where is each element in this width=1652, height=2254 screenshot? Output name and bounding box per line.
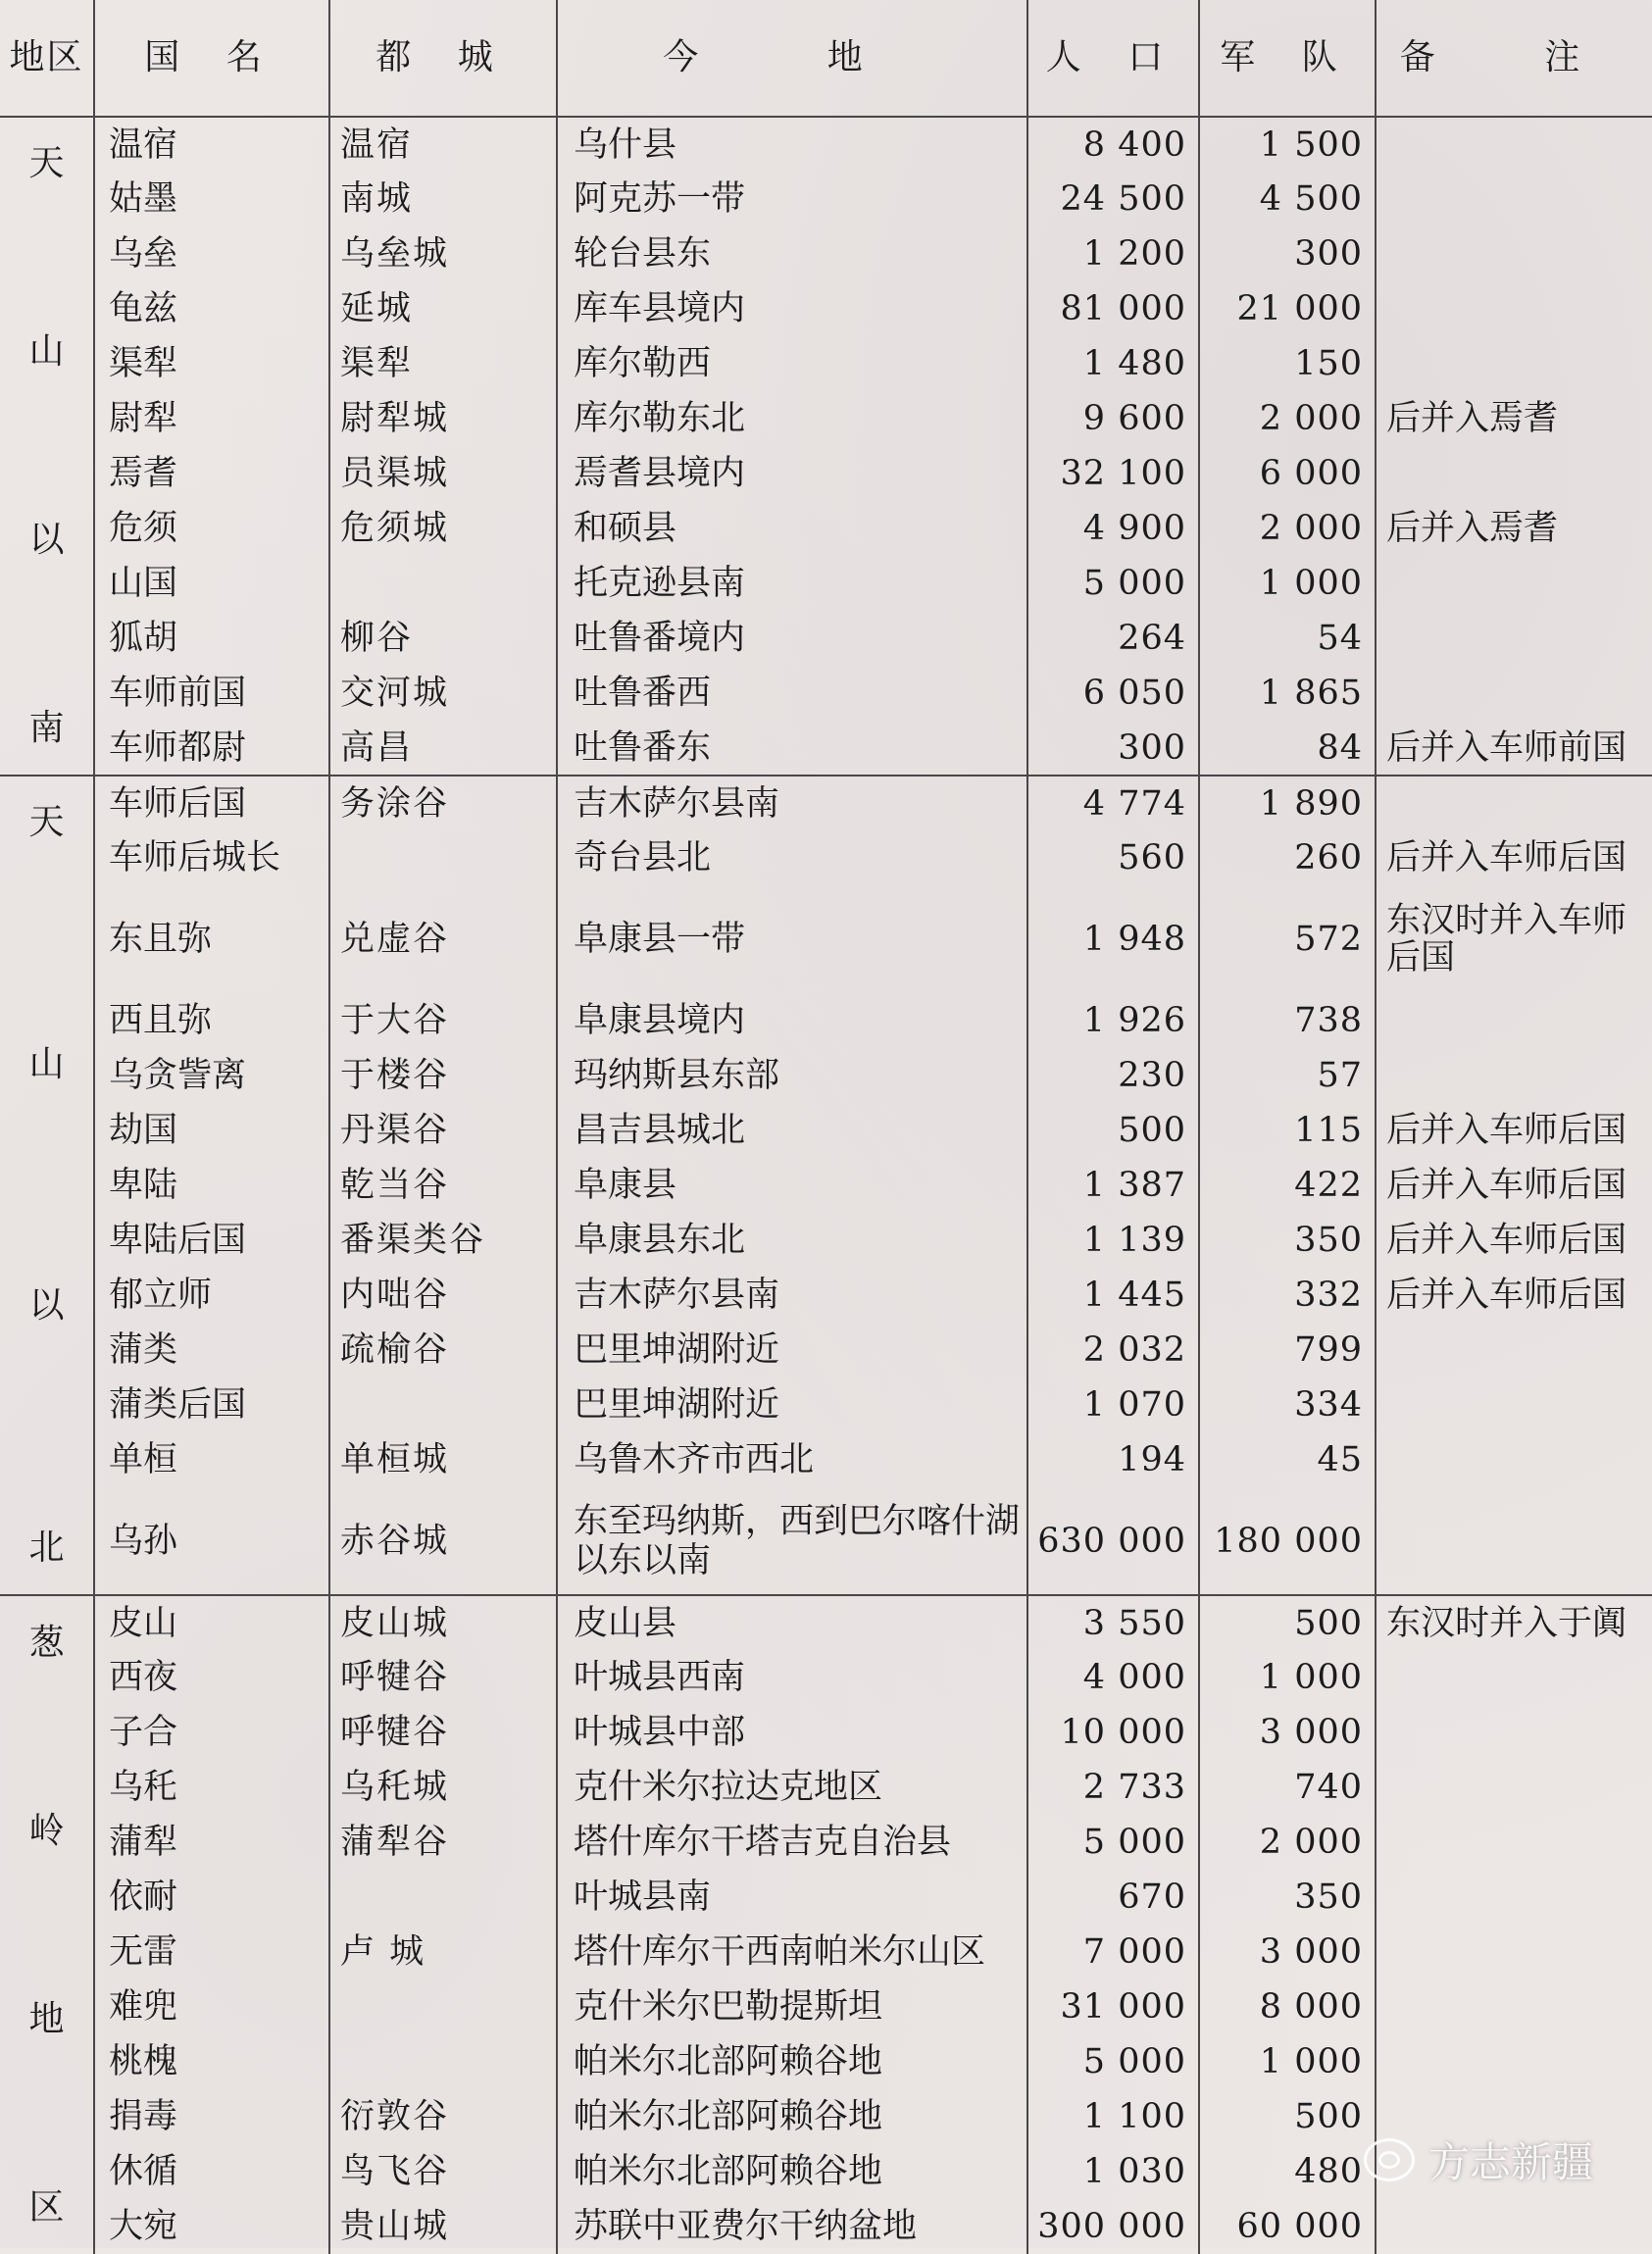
country-name-cell: 依耐 xyxy=(94,1870,329,1925)
region-char: 区 xyxy=(28,2186,65,2228)
capital-city-cell xyxy=(329,556,557,611)
table-row xyxy=(0,993,1652,1048)
capital-city-cell: 呼犍谷 xyxy=(329,1705,557,1760)
region-char: 天 xyxy=(28,802,65,842)
region-char: 南 xyxy=(28,708,65,748)
capital-city-cell: 务涂谷 xyxy=(329,776,557,830)
capital-city-cell xyxy=(329,2034,557,2089)
note-cell xyxy=(1376,1760,1652,1815)
army-size-cell: 1 890 xyxy=(1199,776,1376,830)
army-size-cell: 3 000 xyxy=(1199,1925,1376,1979)
population-cell: 630 000 xyxy=(1027,1487,1199,1595)
table-row xyxy=(0,611,1652,666)
army-size-cell: 1 000 xyxy=(1199,556,1376,611)
modern-location-cell: 吐鲁番境内 xyxy=(557,611,1027,666)
table-row xyxy=(0,1323,1652,1377)
capital-city-cell: 乾当谷 xyxy=(329,1158,557,1213)
modern-location-cell: 叶城县中部 xyxy=(557,1705,1027,1760)
army-size-cell: 8 000 xyxy=(1199,1979,1376,2034)
watermark-text: 方志新疆 xyxy=(1427,2138,1593,2186)
population-cell: 7 000 xyxy=(1027,1925,1199,1979)
note-cell xyxy=(1376,1650,1652,1705)
country-name-cell: 子合 xyxy=(94,1705,329,1760)
note-cell: 后并入车师前国 xyxy=(1386,727,1627,768)
population-cell: 1 070 xyxy=(1027,1377,1199,1432)
note-cell xyxy=(1376,1705,1652,1760)
army-size-cell: 738 xyxy=(1199,993,1376,1048)
capital-city-cell: 危须城 xyxy=(329,501,557,556)
modern-location-cell: 焉耆县境内 xyxy=(557,446,1027,501)
note-cell xyxy=(1376,1815,1652,1870)
table-row xyxy=(0,1815,1652,1870)
country-name-cell: 尉犁 xyxy=(94,391,329,446)
capital-city-cell: 衍敦谷 xyxy=(329,2089,557,2144)
population-cell: 500 xyxy=(1027,1103,1199,1158)
population-cell: 24 500 xyxy=(1027,172,1199,226)
capital-city-cell: 贵山城 xyxy=(329,2199,557,2254)
table-row xyxy=(0,1103,1652,1158)
population-cell: 81 000 xyxy=(1027,281,1199,336)
modern-location-cell: 阜康县境内 xyxy=(557,993,1027,1048)
note-cell: 后并入车师后国 xyxy=(1386,1166,1627,1205)
army-size-cell: 2 000 xyxy=(1199,391,1376,446)
population-cell: 264 xyxy=(1027,611,1199,666)
country-name-cell: 皮山 xyxy=(94,1595,329,1650)
modern-location-cell: 玛纳斯县东部 xyxy=(557,1048,1027,1103)
army-size-cell: 4 500 xyxy=(1199,172,1376,226)
table-header xyxy=(0,0,1652,117)
table-row xyxy=(0,1213,1652,1268)
country-name-cell: 难兜 xyxy=(94,1979,329,2034)
country-name-cell: 渠犁 xyxy=(94,336,329,391)
table-row xyxy=(0,1048,1652,1103)
note-cell xyxy=(1376,1870,1652,1925)
table-row xyxy=(0,1432,1652,1487)
capital-city-cell xyxy=(329,1870,557,1925)
table-row xyxy=(0,721,1652,776)
population-cell: 1 948 xyxy=(1027,885,1199,993)
modern-location-cell: 和硕县 xyxy=(557,501,1027,556)
army-size-cell: 1 000 xyxy=(1199,2034,1376,2089)
note-cell xyxy=(1376,1925,1652,1979)
modern-location-cell: 巴里坤湖附近 xyxy=(557,1377,1027,1432)
army-size-cell: 2 000 xyxy=(1199,1815,1376,1870)
country-name-cell: 山国 xyxy=(94,556,329,611)
table-row xyxy=(0,1650,1652,1705)
modern-location-cell: 巴里坤湖附近 xyxy=(557,1323,1027,1377)
region-label xyxy=(0,1616,93,2235)
capital-city-cell: 交河城 xyxy=(329,666,557,721)
population-cell: 670 xyxy=(1027,1870,1199,1925)
country-name-cell: 乌垒 xyxy=(94,226,329,281)
population-cell: 4 900 xyxy=(1027,501,1199,556)
country-name-cell: 大宛 xyxy=(94,2199,329,2254)
modern-location-cell: 克什米尔拉达克地区 xyxy=(557,1760,1027,1815)
table-row xyxy=(0,2034,1652,2089)
country-name-cell: 焉耆 xyxy=(94,446,329,501)
country-name-cell: 卑陆 xyxy=(94,1158,329,1213)
army-size-cell: 1 000 xyxy=(1199,1650,1376,1705)
army-size-cell: 150 xyxy=(1199,336,1376,391)
capital-city-cell xyxy=(329,830,557,885)
army-size-cell: 6 000 xyxy=(1199,446,1376,501)
population-cell: 300 xyxy=(1027,721,1199,776)
capital-city-cell: 于大谷 xyxy=(329,993,557,1048)
modern-location-cell: 乌鲁木齐市西北 xyxy=(557,1432,1027,1487)
region-char: 北 xyxy=(28,1527,65,1568)
country-name-cell: 姑墨 xyxy=(94,172,329,226)
watermark xyxy=(1364,2130,1593,2189)
modern-location-cell: 吉木萨尔县南 xyxy=(557,776,1027,830)
region-char: 葱 xyxy=(28,1622,65,1663)
army-size-cell: 1 865 xyxy=(1199,666,1376,721)
population-cell: 3 550 xyxy=(1027,1595,1199,1650)
modern-location-cell: 皮山县 xyxy=(557,1595,1027,1650)
population-cell: 1 100 xyxy=(1027,2089,1199,2144)
army-size-cell: 740 xyxy=(1199,1760,1376,1815)
population-cell: 1 139 xyxy=(1027,1213,1199,1268)
modern-location-cell: 乌什县 xyxy=(557,117,1027,172)
army-size-cell: 572 xyxy=(1199,885,1376,993)
modern-location-cell: 阜康县 xyxy=(557,1158,1027,1213)
army-size-cell: 260 xyxy=(1199,830,1376,885)
capital-city-cell: 员渠城 xyxy=(329,446,557,501)
capital-city-cell xyxy=(329,1979,557,2034)
note-cell xyxy=(1376,2034,1652,2089)
note-cell: 东汉时并入车师后国 xyxy=(1386,901,1627,977)
modern-location-cell: 轮台县东 xyxy=(557,226,1027,281)
table-row xyxy=(0,1870,1652,1925)
army-size-cell: 1 500 xyxy=(1199,117,1376,172)
note-cell: 后并入车师后国 xyxy=(1386,1221,1627,1260)
modern-location-cell: 塔什库尔干西南帕米尔山区 xyxy=(557,1925,1027,1979)
population-cell: 1 480 xyxy=(1027,336,1199,391)
note-cell xyxy=(1376,1377,1652,1432)
note-cell xyxy=(1376,226,1652,281)
region-char: 山 xyxy=(28,1043,65,1084)
table-row xyxy=(0,336,1652,391)
army-size-cell: 2 000 xyxy=(1199,501,1376,556)
army-size-cell: 332 xyxy=(1199,1268,1376,1323)
region-char: 岭 xyxy=(28,1810,65,1851)
modern-location-cell: 帕米尔北部阿赖谷地 xyxy=(557,2034,1027,2089)
population-cell: 1 030 xyxy=(1027,2144,1199,2199)
region-char: 地 xyxy=(28,1998,65,2039)
modern-location-cell: 昌吉县城北 xyxy=(557,1103,1027,1158)
capital-city-cell: 疏榆谷 xyxy=(329,1323,557,1377)
table-row xyxy=(0,1925,1652,1979)
region-cell xyxy=(0,1595,94,2254)
modern-location-cell: 叶城县南 xyxy=(557,1870,1027,1925)
army-size-cell: 3 000 xyxy=(1199,1705,1376,1760)
table-row xyxy=(0,1595,1652,1650)
population-cell: 5 000 xyxy=(1027,2034,1199,2089)
capital-city-cell: 柳谷 xyxy=(329,611,557,666)
modern-location-cell: 吐鲁番东 xyxy=(557,721,1027,776)
region-cell xyxy=(0,776,94,1595)
population-cell: 1 200 xyxy=(1027,226,1199,281)
note-cell xyxy=(1376,666,1652,721)
header-region: 地区 xyxy=(0,0,94,117)
capital-city-cell: 乌垒城 xyxy=(329,226,557,281)
country-name-cell: 乌贪訾离 xyxy=(94,1048,329,1103)
capital-city-cell: 南城 xyxy=(329,172,557,226)
modern-location-cell: 东至玛纳斯，西到巴尔喀什湖以东以南 xyxy=(557,1487,1027,1595)
country-name-cell: 卑陆后国 xyxy=(94,1213,329,1268)
table-row xyxy=(0,1158,1652,1213)
capital-city-cell: 皮山城 xyxy=(329,1595,557,1650)
note-cell xyxy=(1376,1048,1652,1103)
country-name-cell: 蒲类后国 xyxy=(94,1377,329,1432)
modern-location-cell: 帕米尔北部阿赖谷地 xyxy=(557,2089,1027,2144)
country-name-cell: 温宿 xyxy=(94,117,329,172)
region-char: 山 xyxy=(28,331,65,372)
note-cell xyxy=(1376,2199,1652,2254)
note-cell xyxy=(1376,336,1652,391)
army-size-cell: 350 xyxy=(1199,1213,1376,1268)
modern-location-cell: 库尔勒东北 xyxy=(557,391,1027,446)
modern-location-cell: 苏联中亚费尔干纳盆地 xyxy=(557,2199,1027,2254)
capital-city-cell: 呼犍谷 xyxy=(329,1650,557,1705)
population-cell: 8 400 xyxy=(1027,117,1199,172)
note-cell xyxy=(1376,993,1652,1048)
country-name-cell: 蒲犁 xyxy=(94,1815,329,1870)
country-name-cell: 乌孙 xyxy=(94,1487,329,1595)
country-name-cell: 车师都尉 xyxy=(94,721,329,776)
note-cell xyxy=(1376,611,1652,666)
note-cell: 后并入焉耆 xyxy=(1386,399,1559,438)
table-row xyxy=(0,776,1652,830)
army-size-cell: 115 xyxy=(1199,1103,1376,1158)
note-cell xyxy=(1376,1979,1652,2034)
modern-location-cell: 库车县境内 xyxy=(557,281,1027,336)
country-name-cell: 龟兹 xyxy=(94,281,329,336)
army-size-cell: 350 xyxy=(1199,1870,1376,1925)
capital-city-cell: 于楼谷 xyxy=(329,1048,557,1103)
population-cell: 300 000 xyxy=(1027,2199,1199,2254)
note-cell xyxy=(1376,1432,1652,1487)
army-size-cell: 21 000 xyxy=(1199,281,1376,336)
capital-city-cell: 尉犁城 xyxy=(329,391,557,446)
population-cell: 10 000 xyxy=(1027,1705,1199,1760)
capital-city-cell: 延城 xyxy=(329,281,557,336)
note-cell xyxy=(1376,1487,1652,1595)
army-size-cell: 57 xyxy=(1199,1048,1376,1103)
table-row xyxy=(0,1377,1652,1432)
country-name-cell: 单桓 xyxy=(94,1432,329,1487)
population-cell: 32 100 xyxy=(1027,446,1199,501)
country-name-cell: 桃槐 xyxy=(94,2034,329,2089)
modern-location-cell: 吐鲁番西 xyxy=(557,666,1027,721)
table-row xyxy=(0,556,1652,611)
capital-city-cell: 内咄谷 xyxy=(329,1268,557,1323)
note-cell: 后并入车师后国 xyxy=(1386,1111,1627,1150)
army-size-cell: 84 xyxy=(1199,721,1376,776)
header-army: 军 队 xyxy=(1199,0,1376,117)
army-size-cell: 45 xyxy=(1199,1432,1376,1487)
country-name-cell: 乌秅 xyxy=(94,1760,329,1815)
capital-city-cell: 蒲犁谷 xyxy=(329,1815,557,1870)
wechat-logo-icon xyxy=(1364,2138,1415,2181)
population-cell: 2 032 xyxy=(1027,1323,1199,1377)
population-cell: 9 600 xyxy=(1027,391,1199,446)
population-cell: 4 000 xyxy=(1027,1650,1199,1705)
army-size-cell: 422 xyxy=(1199,1158,1376,1213)
note-cell xyxy=(1376,776,1652,830)
country-name-cell: 蒲类 xyxy=(94,1323,329,1377)
region-char: 以 xyxy=(28,1285,65,1327)
capital-city-cell: 兑虚谷 xyxy=(329,885,557,993)
table-row xyxy=(0,2199,1652,2254)
capital-city-cell: 卢 城 xyxy=(329,1925,557,1979)
region-label xyxy=(0,136,93,756)
region-cell xyxy=(0,117,94,776)
population-cell: 2 733 xyxy=(1027,1760,1199,1815)
table-row xyxy=(0,117,1652,172)
army-size-cell: 60 000 xyxy=(1199,2199,1376,2254)
capital-city-cell: 单桓城 xyxy=(329,1432,557,1487)
region-char: 以 xyxy=(28,520,65,560)
capital-city-cell: 赤谷城 xyxy=(329,1487,557,1595)
capital-city-cell: 渠犁 xyxy=(329,336,557,391)
capital-city-cell: 丹渠谷 xyxy=(329,1103,557,1158)
population-cell: 5 000 xyxy=(1027,1815,1199,1870)
table-row xyxy=(0,501,1652,556)
army-size-cell: 799 xyxy=(1199,1323,1376,1377)
country-name-cell: 狐胡 xyxy=(94,611,329,666)
capital-city-cell xyxy=(329,1377,557,1432)
army-size-cell: 500 xyxy=(1199,1595,1376,1650)
table-row xyxy=(0,172,1652,226)
table-row xyxy=(0,1979,1652,2034)
region-label xyxy=(0,795,93,1576)
country-name-cell: 东且弥 xyxy=(94,885,329,993)
army-size-cell: 300 xyxy=(1199,226,1376,281)
table-row xyxy=(0,1705,1652,1760)
table-row xyxy=(0,391,1652,446)
header-capital: 都 城 xyxy=(329,0,557,117)
population-cell: 194 xyxy=(1027,1432,1199,1487)
note-cell xyxy=(1376,117,1652,172)
header-country: 国 名 xyxy=(94,0,329,117)
modern-location-cell: 阜康县一带 xyxy=(557,885,1027,993)
table-row xyxy=(0,885,1652,993)
population-cell: 31 000 xyxy=(1027,1979,1199,2034)
table-row xyxy=(0,1487,1652,1595)
table-row xyxy=(0,1760,1652,1815)
header-note: 备 注 xyxy=(1376,0,1652,117)
table-row xyxy=(0,666,1652,721)
country-name-cell: 车师后城长 xyxy=(94,830,329,885)
modern-location-cell: 奇台县北 xyxy=(557,830,1027,885)
modern-location-cell: 库尔勒西 xyxy=(557,336,1027,391)
table-body xyxy=(0,117,1652,2254)
modern-location-cell: 叶城县西南 xyxy=(557,1650,1027,1705)
note-cell: 后并入车师后国 xyxy=(1386,1276,1627,1315)
population-cell: 6 050 xyxy=(1027,666,1199,721)
modern-location-cell: 塔什库尔干塔吉克自治县 xyxy=(557,1815,1027,1870)
army-size-cell: 334 xyxy=(1199,1377,1376,1432)
country-name-cell: 郁立师 xyxy=(94,1268,329,1323)
note-cell xyxy=(1376,446,1652,501)
army-size-cell: 480 xyxy=(1199,2144,1376,2199)
modern-location-cell: 吉木萨尔县南 xyxy=(557,1268,1027,1323)
note-cell: 后并入车师后国 xyxy=(1386,838,1627,877)
note-cell: 后并入焉耆 xyxy=(1386,509,1559,548)
region-char: 天 xyxy=(28,143,65,183)
country-name-cell: 西且弥 xyxy=(94,993,329,1048)
capital-city-cell: 番渠类谷 xyxy=(329,1213,557,1268)
capital-city-cell: 温宿 xyxy=(329,117,557,172)
note-cell: 东汉时并入于阗 xyxy=(1376,1595,1652,1650)
country-name-cell: 车师后国 xyxy=(94,776,329,830)
table-row xyxy=(0,226,1652,281)
modern-location-cell: 托克逊县南 xyxy=(557,556,1027,611)
country-name-cell: 危须 xyxy=(94,501,329,556)
note-cell xyxy=(1376,172,1652,226)
header-population: 人 口 xyxy=(1027,0,1199,117)
population-cell: 560 xyxy=(1027,830,1199,885)
country-name-cell: 无雷 xyxy=(94,1925,329,1979)
army-size-cell: 180 000 xyxy=(1199,1487,1376,1595)
modern-location-cell: 克什米尔巴勒提斯坦 xyxy=(557,1979,1027,2034)
note-cell xyxy=(1376,556,1652,611)
population-cell: 1 387 xyxy=(1027,1158,1199,1213)
note-cell xyxy=(1376,1323,1652,1377)
country-name-cell: 捐毒 xyxy=(94,2089,329,2144)
army-size-cell: 500 xyxy=(1199,2089,1376,2144)
army-size-cell: 54 xyxy=(1199,611,1376,666)
population-cell: 4 774 xyxy=(1027,776,1199,830)
modern-location-cell: 阿克苏一带 xyxy=(557,172,1027,226)
country-name-cell: 西夜 xyxy=(94,1650,329,1705)
capital-city-cell: 高昌 xyxy=(329,721,557,776)
note-cell xyxy=(1376,281,1652,336)
population-cell: 230 xyxy=(1027,1048,1199,1103)
modern-location-cell: 帕米尔北部阿赖谷地 xyxy=(557,2144,1027,2199)
country-name-cell: 车师前国 xyxy=(94,666,329,721)
table-row xyxy=(0,1268,1652,1323)
table-row xyxy=(0,830,1652,885)
population-cell: 1 926 xyxy=(1027,993,1199,1048)
population-cell: 1 445 xyxy=(1027,1268,1199,1323)
modern-location-cell: 阜康县东北 xyxy=(557,1213,1027,1268)
table-row xyxy=(0,446,1652,501)
country-name-cell: 劫国 xyxy=(94,1103,329,1158)
capital-city-cell: 乌秅城 xyxy=(329,1760,557,1815)
header-today: 今 地 xyxy=(557,0,1027,117)
capital-city-cell: 鸟飞谷 xyxy=(329,2144,557,2199)
table-row xyxy=(0,281,1652,336)
population-cell: 5 000 xyxy=(1027,556,1199,611)
country-name-cell: 休循 xyxy=(94,2144,329,2199)
